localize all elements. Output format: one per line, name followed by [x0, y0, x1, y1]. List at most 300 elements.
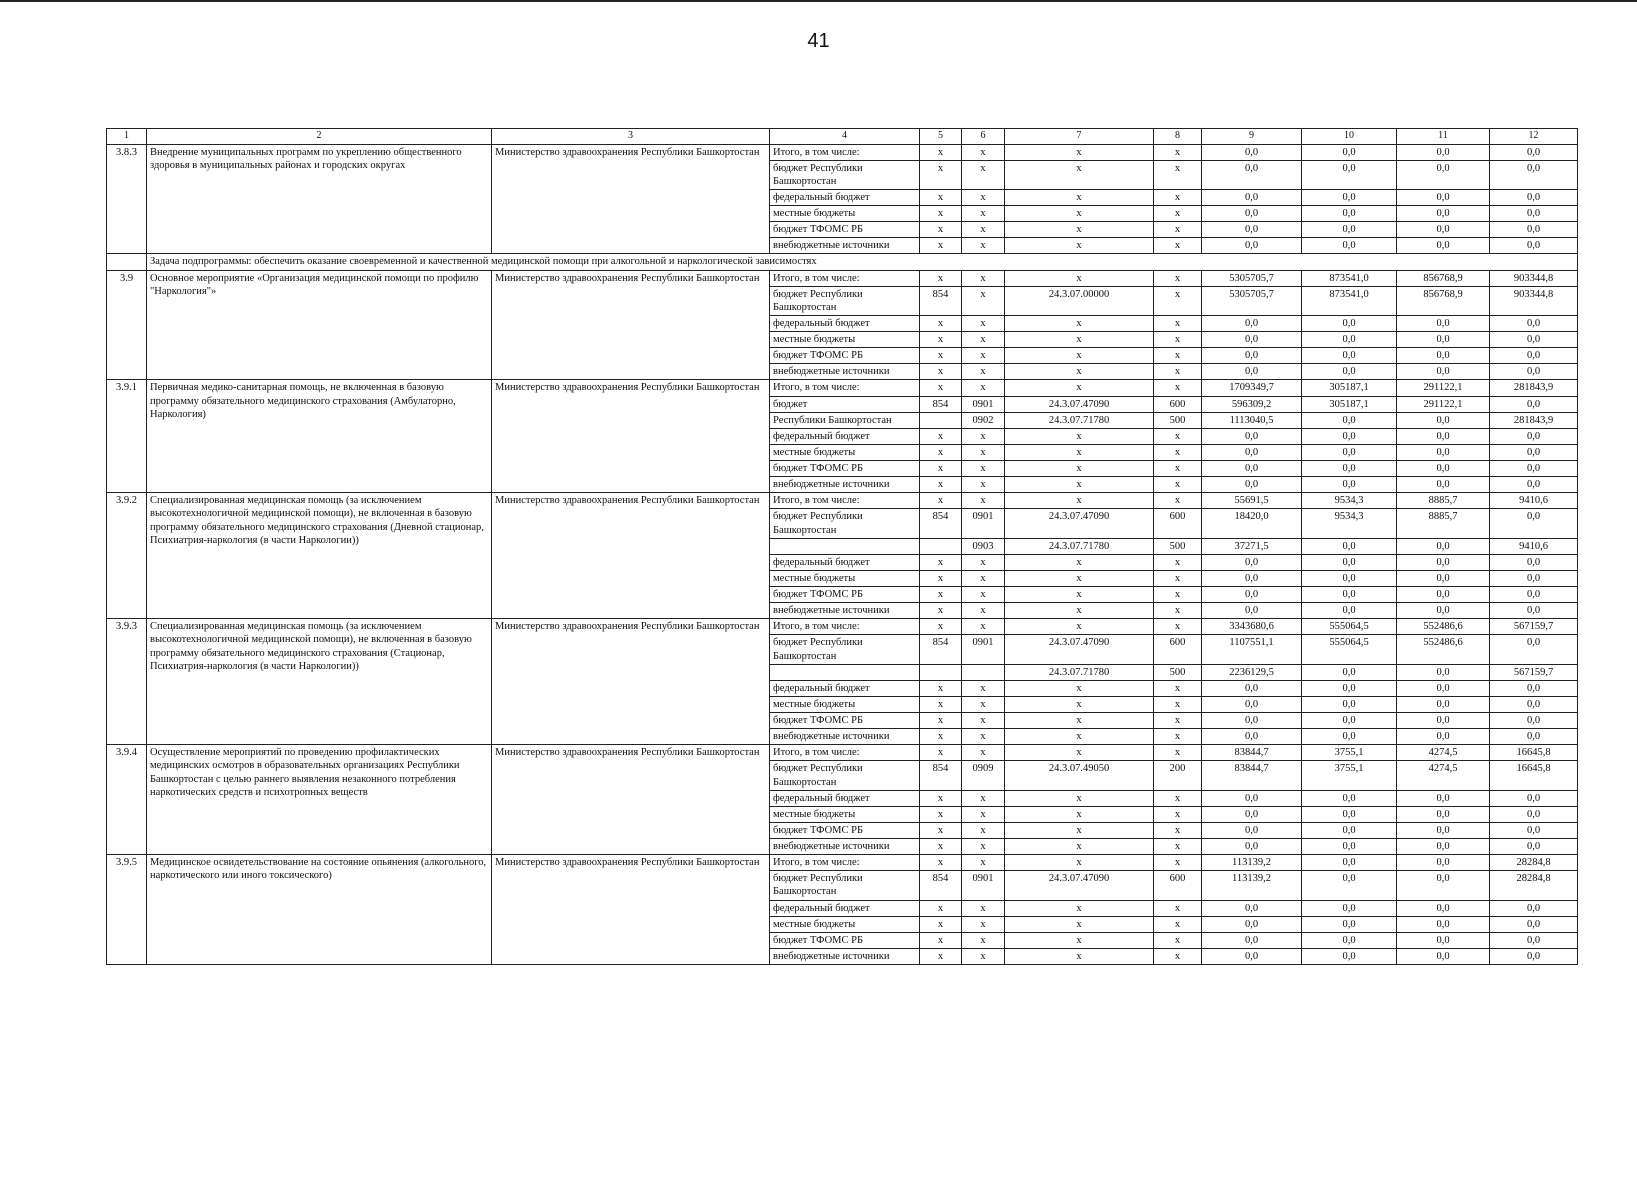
col-11-cell: 0,0	[1397, 948, 1490, 964]
col-5-cell	[920, 412, 962, 428]
col-11-cell: 856768,9	[1397, 270, 1490, 286]
col-8-cell: x	[1154, 461, 1202, 477]
col-8-cell: x	[1154, 477, 1202, 493]
funding-source: внебюджетные источники	[770, 729, 920, 745]
funding-source: местные бюджеты	[770, 916, 920, 932]
col-6-cell: x	[962, 477, 1005, 493]
col-8-cell: x	[1154, 206, 1202, 222]
funding-source: Итого, в том числе:	[770, 380, 920, 396]
funding-source: внебюджетные источники	[770, 948, 920, 964]
col-11-cell: 0,0	[1397, 790, 1490, 806]
item-name: Первичная медико-санитарная помощь, не включенная в базовую программу обязательного медицинского страхования (Амбулаторно, Наркология)	[147, 380, 492, 493]
col-11-cell: 0,0	[1397, 871, 1490, 900]
col-11-cell: 0,0	[1397, 916, 1490, 932]
col-12-cell: 0,0	[1490, 396, 1578, 412]
col-9-cell: 0,0	[1202, 348, 1302, 364]
col-10-cell: 873541,0	[1302, 270, 1397, 286]
col-7-cell: x	[1005, 790, 1154, 806]
col-8-cell: x	[1154, 696, 1202, 712]
col-12-cell: 0,0	[1490, 315, 1578, 331]
funding-source: внебюджетные источники	[770, 477, 920, 493]
col-6-cell: 0902	[962, 412, 1005, 428]
col-9-cell: 0,0	[1202, 729, 1302, 745]
col-5-cell: x	[920, 477, 962, 493]
funding-source: внебюджетные источники	[770, 238, 920, 254]
funding-source: бюджет ТФОМС РБ	[770, 461, 920, 477]
executor: Министерство здравоохранения Республики Башкортостан	[492, 619, 770, 745]
col-6-cell: x	[962, 916, 1005, 932]
funding-source: бюджет Республики Башкортостан	[770, 635, 920, 664]
funding-source: бюджет ТФОМС РБ	[770, 713, 920, 729]
col-6-cell: x	[962, 680, 1005, 696]
col-12-cell: 0,0	[1490, 790, 1578, 806]
col-10-cell: 0,0	[1302, 729, 1397, 745]
funding-source	[770, 538, 920, 554]
col-12-cell: 0,0	[1490, 554, 1578, 570]
col-10-cell: 0,0	[1302, 587, 1397, 603]
item-name: Основное мероприятие «Организация медицинской помощи по профилю "Наркология"»	[147, 270, 492, 380]
col-8-cell: x	[1154, 680, 1202, 696]
col-11-cell: 0,0	[1397, 428, 1490, 444]
col-7-cell: x	[1005, 570, 1154, 586]
col-11-cell: 0,0	[1397, 729, 1490, 745]
col-10-cell: 0,0	[1302, 189, 1397, 205]
col-9-cell: 0,0	[1202, 238, 1302, 254]
col-6-cell: x	[962, 790, 1005, 806]
col-10-cell: 0,0	[1302, 806, 1397, 822]
col-7-cell: x	[1005, 729, 1154, 745]
col-8-cell: x	[1154, 444, 1202, 460]
col-9-cell: 0,0	[1202, 364, 1302, 380]
col-7-cell: x	[1005, 619, 1154, 635]
col-7-cell: x	[1005, 144, 1154, 160]
col-12-cell: 567159,7	[1490, 664, 1578, 680]
col-9-cell: 0,0	[1202, 587, 1302, 603]
col-12-cell: 9410,6	[1490, 493, 1578, 509]
col-5-cell: x	[920, 444, 962, 460]
col-12-cell: 0,0	[1490, 713, 1578, 729]
col-6-cell: x	[962, 948, 1005, 964]
item-name: Специализированная медицинская помощь (за исключением высокотехнологичной медицинской помощи), не включенная в базовую программу обязательного медицинского страхования (Дневной стационар, Психиатрия-наркология (в части Наркологии))	[147, 493, 492, 619]
funding-source: местные бюджеты	[770, 206, 920, 222]
funding-source: бюджет ТФОМС РБ	[770, 822, 920, 838]
col-header: 12	[1490, 129, 1578, 145]
col-12-cell: 0,0	[1490, 932, 1578, 948]
col-10-cell: 305187,1	[1302, 380, 1397, 396]
col-10-cell: 873541,0	[1302, 286, 1397, 315]
col-10-cell: 305187,1	[1302, 396, 1397, 412]
col-10-cell: 0,0	[1302, 238, 1397, 254]
col-8-cell: x	[1154, 619, 1202, 635]
col-7-cell: x	[1005, 680, 1154, 696]
col-5-cell: 854	[920, 286, 962, 315]
col-10-cell: 0,0	[1302, 900, 1397, 916]
col-11-cell: 0,0	[1397, 839, 1490, 855]
col-6-cell: x	[962, 745, 1005, 761]
col-6-cell: x	[962, 238, 1005, 254]
col-8-cell: x	[1154, 603, 1202, 619]
col-9-cell: 0,0	[1202, 900, 1302, 916]
col-11-cell: 0,0	[1397, 932, 1490, 948]
col-10-cell: 0,0	[1302, 855, 1397, 871]
col-8-cell: x	[1154, 189, 1202, 205]
col-6-cell: x	[962, 286, 1005, 315]
col-7-cell: x	[1005, 270, 1154, 286]
col-7-cell: x	[1005, 948, 1154, 964]
page-number: 41	[807, 30, 830, 52]
col-5-cell: x	[920, 900, 962, 916]
col-9-cell: 1709349,7	[1202, 380, 1302, 396]
col-6-cell: x	[962, 855, 1005, 871]
col-5-cell: x	[920, 932, 962, 948]
subprogram-task-text: Задача подпрограммы: обеспечить оказание своевременной и качественной медицинской помощи при алкогольной и наркологической зависимостях	[147, 254, 1578, 270]
funding-source: бюджет ТФОМС РБ	[770, 222, 920, 238]
col-6-cell: x	[962, 315, 1005, 331]
col-11-cell: 4274,5	[1397, 761, 1490, 790]
funding-source: местные бюджеты	[770, 806, 920, 822]
table-row	[107, 380, 1578, 396]
col-9-cell: 0,0	[1202, 696, 1302, 712]
col-12-cell: 0,0	[1490, 806, 1578, 822]
item-number: 3.9.4	[107, 745, 147, 855]
col-5-cell: x	[920, 332, 962, 348]
funding-source: Итого, в том числе:	[770, 619, 920, 635]
col-7-cell: x	[1005, 189, 1154, 205]
col-7-cell: 24.3.07.49050	[1005, 761, 1154, 790]
col-5-cell: x	[920, 380, 962, 396]
funding-source: Итого, в том числе:	[770, 270, 920, 286]
col-11-cell: 0,0	[1397, 444, 1490, 460]
col-9-cell: 0,0	[1202, 916, 1302, 932]
col-6-cell: x	[962, 900, 1005, 916]
col-5-cell	[920, 664, 962, 680]
col-10-cell: 0,0	[1302, 680, 1397, 696]
col-8-cell: x	[1154, 822, 1202, 838]
col-11-cell: 0,0	[1397, 570, 1490, 586]
col-11-cell: 0,0	[1397, 587, 1490, 603]
col-5-cell: x	[920, 348, 962, 364]
col-5-cell: x	[920, 729, 962, 745]
col-6-cell: 0903	[962, 538, 1005, 554]
funding-source: бюджет ТФОМС РБ	[770, 587, 920, 603]
col-12-cell: 281843,9	[1490, 412, 1578, 428]
col-10-cell: 9534,3	[1302, 493, 1397, 509]
col-8-cell: x	[1154, 713, 1202, 729]
funding-source: внебюджетные источники	[770, 839, 920, 855]
col-7-cell: x	[1005, 315, 1154, 331]
col-9-cell: 83844,7	[1202, 745, 1302, 761]
col-12-cell: 903344,8	[1490, 286, 1578, 315]
col-7-cell: x	[1005, 222, 1154, 238]
item-number: 3.9	[107, 270, 147, 380]
col-header: 7	[1005, 129, 1154, 145]
col-10-cell: 0,0	[1302, 603, 1397, 619]
col-12-cell: 0,0	[1490, 238, 1578, 254]
col-5-cell: 854	[920, 871, 962, 900]
col-12-cell: 281843,9	[1490, 380, 1578, 396]
col-10-cell: 0,0	[1302, 932, 1397, 948]
col-8-cell: x	[1154, 144, 1202, 160]
col-5-cell: 854	[920, 509, 962, 538]
col-9-cell: 0,0	[1202, 713, 1302, 729]
funding-source: местные бюджеты	[770, 696, 920, 712]
col-8-cell: x	[1154, 270, 1202, 286]
col-7-cell: x	[1005, 696, 1154, 712]
col-12-cell: 0,0	[1490, 696, 1578, 712]
item-number: 3.8.3	[107, 144, 147, 254]
col-6-cell: 0909	[962, 761, 1005, 790]
col-11-cell: 0,0	[1397, 412, 1490, 428]
col-7-cell: 24.3.07.71780	[1005, 538, 1154, 554]
col-5-cell: x	[920, 619, 962, 635]
col-11-cell: 0,0	[1397, 538, 1490, 554]
budget-table	[106, 128, 1578, 965]
col-5-cell: 854	[920, 396, 962, 412]
col-8-cell: x	[1154, 428, 1202, 444]
funding-source: бюджет Республики Башкортостан	[770, 871, 920, 900]
funding-source: бюджет Республики Башкортостан	[770, 761, 920, 790]
col-5-cell: x	[920, 839, 962, 855]
col-8-cell: x	[1154, 745, 1202, 761]
col-5-cell: x	[920, 144, 962, 160]
col-6-cell: x	[962, 696, 1005, 712]
col-12-cell: 28284,8	[1490, 855, 1578, 871]
col-12-cell: 0,0	[1490, 603, 1578, 619]
funding-source: местные бюджеты	[770, 444, 920, 460]
col-12-cell: 9410,6	[1490, 538, 1578, 554]
col-9-cell: 0,0	[1202, 839, 1302, 855]
col-7-cell: x	[1005, 900, 1154, 916]
col-9-cell: 0,0	[1202, 570, 1302, 586]
col-10-cell: 0,0	[1302, 315, 1397, 331]
col-5-cell: x	[920, 461, 962, 477]
col-8-cell: x	[1154, 238, 1202, 254]
col-9-cell: 0,0	[1202, 160, 1302, 189]
col-10-cell: 0,0	[1302, 839, 1397, 855]
col-10-cell: 0,0	[1302, 412, 1397, 428]
col-10-cell: 3755,1	[1302, 761, 1397, 790]
item-number: 3.9.3	[107, 619, 147, 745]
table-row	[107, 745, 1578, 761]
col-5-cell: x	[920, 206, 962, 222]
col-9-cell: 113139,2	[1202, 871, 1302, 900]
col-6-cell: x	[962, 619, 1005, 635]
col-8-cell: x	[1154, 806, 1202, 822]
col-6-cell: x	[962, 729, 1005, 745]
col-header: 3	[492, 129, 770, 145]
task-row	[107, 254, 1578, 270]
funding-source: Итого, в том числе:	[770, 855, 920, 871]
col-12-cell: 0,0	[1490, 364, 1578, 380]
col-5-cell: x	[920, 806, 962, 822]
col-8-cell: x	[1154, 587, 1202, 603]
funding-source: бюджет ТФОМС РБ	[770, 348, 920, 364]
funding-source: федеральный бюджет	[770, 680, 920, 696]
col-9-cell: 0,0	[1202, 444, 1302, 460]
column-numbers-row	[107, 129, 1578, 145]
col-8-cell: 500	[1154, 538, 1202, 554]
col-9-cell: 1107551,1	[1202, 635, 1302, 664]
col-10-cell: 0,0	[1302, 570, 1397, 586]
col-6-cell: x	[962, 428, 1005, 444]
col-6-cell	[962, 664, 1005, 680]
col-12-cell: 0,0	[1490, 635, 1578, 664]
col-9-cell: 18420,0	[1202, 509, 1302, 538]
col-9-cell: 596309,2	[1202, 396, 1302, 412]
col-12-cell: 0,0	[1490, 206, 1578, 222]
col-header: 5	[920, 129, 962, 145]
col-5-cell: x	[920, 160, 962, 189]
col-6-cell: x	[962, 160, 1005, 189]
col-10-cell: 0,0	[1302, 664, 1397, 680]
executor: Министерство здравоохранения Республики Башкортостан	[492, 270, 770, 380]
col-7-cell: x	[1005, 839, 1154, 855]
col-11-cell: 8885,7	[1397, 493, 1490, 509]
col-7-cell: x	[1005, 713, 1154, 729]
col-5-cell: x	[920, 493, 962, 509]
col-header: 10	[1302, 129, 1397, 145]
top-border-line	[0, 0, 1637, 2]
funding-source: бюджет Республики Башкортостан	[770, 160, 920, 189]
col-6-cell: x	[962, 444, 1005, 460]
col-9-cell: 0,0	[1202, 461, 1302, 477]
col-8-cell: x	[1154, 900, 1202, 916]
col-10-cell: 0,0	[1302, 477, 1397, 493]
executor: Министерство здравоохранения Республики Башкортостан	[492, 855, 770, 965]
col-11-cell: 0,0	[1397, 554, 1490, 570]
table-row	[107, 144, 1578, 160]
col-12-cell: 0,0	[1490, 222, 1578, 238]
col-12-cell: 0,0	[1490, 822, 1578, 838]
funding-source: бюджет Республики Башкортостан	[770, 509, 920, 538]
col-12-cell: 0,0	[1490, 428, 1578, 444]
col-5-cell: x	[920, 570, 962, 586]
col-8-cell: x	[1154, 855, 1202, 871]
col-6-cell: x	[962, 364, 1005, 380]
col-9-cell: 0,0	[1202, 222, 1302, 238]
col-10-cell: 555064,5	[1302, 619, 1397, 635]
col-6-cell: x	[962, 206, 1005, 222]
col-6-cell: 0901	[962, 871, 1005, 900]
col-5-cell: x	[920, 315, 962, 331]
col-6-cell: x	[962, 270, 1005, 286]
col-5-cell: x	[920, 948, 962, 964]
col-5-cell: x	[920, 603, 962, 619]
col-9-cell: 2236129,5	[1202, 664, 1302, 680]
col-8-cell: x	[1154, 554, 1202, 570]
col-11-cell: 0,0	[1397, 900, 1490, 916]
col-9-cell: 5305705,7	[1202, 286, 1302, 315]
table-row	[107, 493, 1578, 509]
col-11-cell: 0,0	[1397, 477, 1490, 493]
col-10-cell: 0,0	[1302, 444, 1397, 460]
col-11-cell: 0,0	[1397, 222, 1490, 238]
col-7-cell: 24.3.07.47090	[1005, 871, 1154, 900]
col-11-cell: 0,0	[1397, 855, 1490, 871]
col-11-cell: 0,0	[1397, 348, 1490, 364]
col-5-cell: x	[920, 222, 962, 238]
col-header: 1	[107, 129, 147, 145]
task-empty-cell	[107, 254, 147, 270]
col-12-cell: 0,0	[1490, 332, 1578, 348]
col-7-cell: x	[1005, 477, 1154, 493]
col-11-cell: 0,0	[1397, 603, 1490, 619]
col-5-cell: x	[920, 364, 962, 380]
col-6-cell: 0901	[962, 509, 1005, 538]
col-8-cell: x	[1154, 222, 1202, 238]
funding-source: местные бюджеты	[770, 332, 920, 348]
col-8-cell: x	[1154, 948, 1202, 964]
col-5-cell: x	[920, 713, 962, 729]
col-10-cell: 0,0	[1302, 822, 1397, 838]
col-9-cell: 83844,7	[1202, 761, 1302, 790]
col-10-cell: 555064,5	[1302, 635, 1397, 664]
col-10-cell: 0,0	[1302, 713, 1397, 729]
item-name: Специализированная медицинская помощь (за исключением высокотехнологичной медицинской помощи), не включенная в базовую программу обязательного медицинского страхования (Стационар, Психиатрия-наркология (в части Наркологии))	[147, 619, 492, 745]
col-8-cell: x	[1154, 160, 1202, 189]
col-9-cell: 0,0	[1202, 932, 1302, 948]
col-8-cell: 600	[1154, 396, 1202, 412]
col-12-cell: 0,0	[1490, 144, 1578, 160]
col-header: 4	[770, 129, 920, 145]
col-9-cell: 0,0	[1202, 603, 1302, 619]
col-12-cell: 0,0	[1490, 509, 1578, 538]
col-6-cell: x	[962, 603, 1005, 619]
col-6-cell: x	[962, 713, 1005, 729]
col-7-cell: 24.3.07.71780	[1005, 412, 1154, 428]
col-header: 2	[147, 129, 492, 145]
col-6-cell: x	[962, 554, 1005, 570]
col-10-cell: 0,0	[1302, 144, 1397, 160]
col-9-cell: 0,0	[1202, 790, 1302, 806]
col-9-cell: 0,0	[1202, 948, 1302, 964]
funding-source: бюджет Республики Башкортостан	[770, 286, 920, 315]
col-6-cell: x	[962, 587, 1005, 603]
col-10-cell: 3755,1	[1302, 745, 1397, 761]
col-12-cell: 0,0	[1490, 839, 1578, 855]
col-11-cell: 0,0	[1397, 315, 1490, 331]
col-10-cell: 0,0	[1302, 916, 1397, 932]
col-8-cell: x	[1154, 364, 1202, 380]
funding-source: федеральный бюджет	[770, 790, 920, 806]
col-7-cell: x	[1005, 603, 1154, 619]
col-9-cell: 0,0	[1202, 428, 1302, 444]
col-10-cell: 0,0	[1302, 696, 1397, 712]
col-7-cell: x	[1005, 160, 1154, 189]
col-9-cell: 0,0	[1202, 189, 1302, 205]
col-9-cell: 0,0	[1202, 332, 1302, 348]
col-5-cell: x	[920, 745, 962, 761]
col-10-cell: 9534,3	[1302, 509, 1397, 538]
table-row	[107, 619, 1578, 635]
col-7-cell: 24.3.07.47090	[1005, 396, 1154, 412]
col-12-cell: 0,0	[1490, 461, 1578, 477]
col-5-cell: x	[920, 696, 962, 712]
col-12-cell: 0,0	[1490, 948, 1578, 964]
col-10-cell: 0,0	[1302, 222, 1397, 238]
col-12-cell: 903344,8	[1490, 270, 1578, 286]
col-11-cell: 291122,1	[1397, 396, 1490, 412]
col-6-cell: x	[962, 570, 1005, 586]
table-body	[107, 129, 1578, 965]
col-11-cell: 0,0	[1397, 144, 1490, 160]
col-11-cell: 0,0	[1397, 332, 1490, 348]
col-8-cell: x	[1154, 790, 1202, 806]
col-9-cell: 0,0	[1202, 144, 1302, 160]
col-12-cell: 28284,8	[1490, 871, 1578, 900]
col-6-cell: x	[962, 189, 1005, 205]
funding-source	[770, 664, 920, 680]
